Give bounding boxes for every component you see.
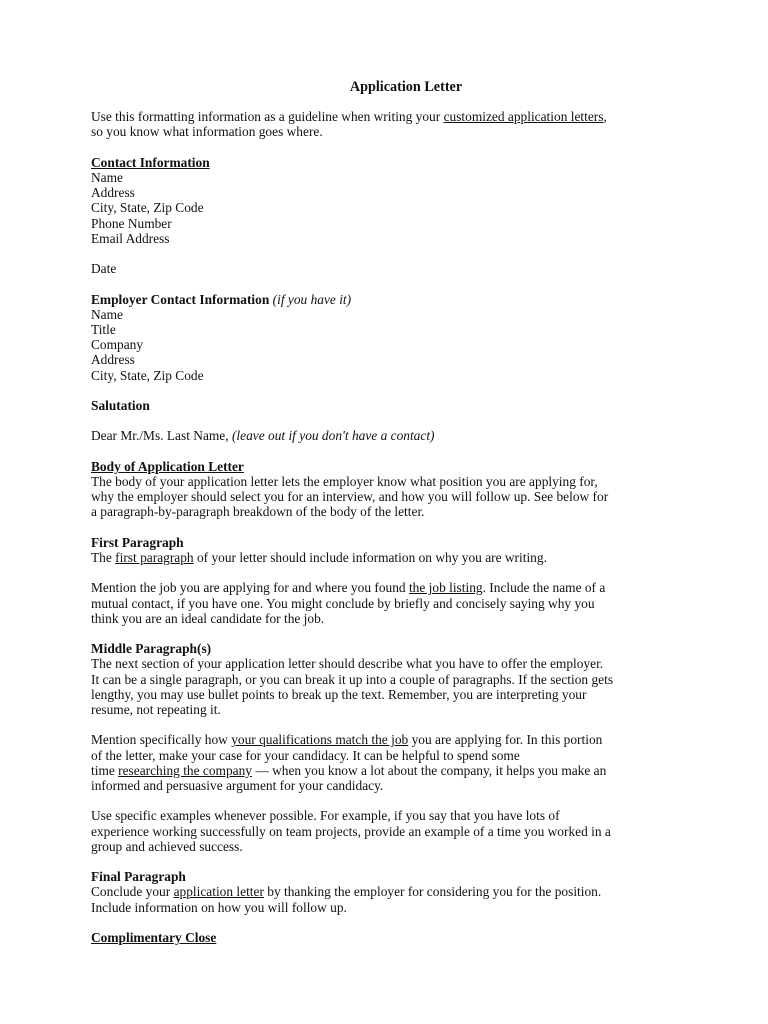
customized-letters-link[interactable]: customized application letters xyxy=(443,109,604,125)
final-text: Conclude your xyxy=(91,884,174,900)
first-paragraph-mention xyxy=(91,580,691,626)
intro-punct: , xyxy=(603,109,607,125)
employer-heading: Employer Contact Information xyxy=(91,291,270,307)
employer-note: (if you have it) xyxy=(269,291,352,307)
middle-p1-line: resume, not repeating it. xyxy=(91,701,221,717)
document-page xyxy=(91,80,691,960)
middle-p2-text: you are applying for. In this portion xyxy=(408,732,603,748)
middle-p2-text: Mention specifically how xyxy=(91,732,232,748)
intro-paragraph xyxy=(91,109,691,139)
middle-p2-text: — when you know a lot about the company, it helps you make an xyxy=(252,762,607,778)
contact-item: Address xyxy=(91,185,135,201)
first-p2-text: . Include the name of a xyxy=(482,580,606,596)
middle-p1-line: lengthy, you may use bullet points to break up the text. Remember, you are interpreting your xyxy=(91,686,587,702)
final-paragraph-heading: Final Paragraph xyxy=(91,869,186,885)
body-section xyxy=(91,459,691,520)
employer-item: Address xyxy=(91,352,135,368)
intro-line-1 xyxy=(91,109,691,124)
employer-section xyxy=(91,292,691,383)
first-paragraph-heading: First Paragraph xyxy=(91,534,184,550)
middle-p2-line-1 xyxy=(91,732,691,747)
salutation-example xyxy=(91,428,691,443)
salutation-heading-block xyxy=(91,398,691,413)
final-line-2: Include information on how you will follow up. xyxy=(91,899,347,915)
date-section xyxy=(91,261,691,276)
date-label: Date xyxy=(91,261,117,277)
complimentary-close-heading: Complimentary Close xyxy=(91,929,217,945)
salutation-note: (leave out if you don't have a contact) xyxy=(231,428,435,444)
final-paragraph-section xyxy=(91,869,691,915)
first-p1-text: The xyxy=(91,549,116,565)
middle-paragraph-section xyxy=(91,641,691,717)
body-line: a paragraph-by-paragraph breakdown of the body of the letter. xyxy=(91,504,425,520)
first-paragraph-link[interactable]: first paragraph xyxy=(115,549,194,565)
contact-section xyxy=(91,155,691,246)
salutation-heading: Salutation xyxy=(91,398,150,413)
middle-p2-line-3 xyxy=(91,763,691,778)
middle-paragraph-examples xyxy=(91,808,691,854)
middle-p3-line: experience working successfully on team projects, provide an example of a time you worked in a xyxy=(91,823,611,839)
middle-p3-line: Use specific examples whenever possible. For example, if you say that you have lots of xyxy=(91,808,560,824)
contact-item: City, State, Zip Code xyxy=(91,200,204,216)
body-heading: Body of Application Letter xyxy=(91,458,244,474)
employer-item: City, State, Zip Code xyxy=(91,367,204,383)
middle-p2-line-2: of the letter, make your case for your candidacy. It can be helpful to spend some xyxy=(91,747,520,763)
contact-item: Phone Number xyxy=(91,215,172,231)
salutation-line xyxy=(91,428,691,443)
intro-text: Use this formatting information as a guideline when writing your xyxy=(91,109,444,125)
first-p2-line-3: think you are an ideal candidate for the job. xyxy=(91,610,325,626)
employer-item: Company xyxy=(91,337,144,353)
job-listing-link[interactable]: the job listing xyxy=(408,580,483,596)
application-letter-link[interactable]: application letter xyxy=(173,884,264,900)
first-p2-line-2: mutual contact, if you have one. You might conclude by briefly and concisely saying why you xyxy=(91,595,595,611)
first-p1-text: of your letter should include information on why you are writing. xyxy=(193,549,547,565)
salutation-text: Dear Mr./Ms. Last Name, xyxy=(91,428,232,444)
employer-item: Title xyxy=(91,322,116,337)
middle-p1-line: It can be a single paragraph, or you can break it up into a couple of paragraphs. If the section gets xyxy=(91,671,614,687)
researching-company-link[interactable]: researching the company xyxy=(118,762,253,778)
body-line: The body of your application letter lets the employer know what position you are applying for, xyxy=(91,473,598,489)
first-p2-line-1 xyxy=(91,580,691,595)
final-line-1 xyxy=(91,884,691,899)
intro-line-2: so you know what information goes where. xyxy=(91,124,323,140)
middle-p1-line: The next section of your application letter should describe what you have to offer the employer. xyxy=(91,656,604,672)
body-line: why the employer should select you for an interview, and how you will follow up. See below for xyxy=(91,489,609,505)
first-p2-text: Mention the job you are applying for and where you found xyxy=(91,580,409,596)
middle-p3-line: group and achieved success. xyxy=(91,838,243,854)
contact-item: Email Address xyxy=(91,230,170,246)
final-text: by thanking the employer for considering you for the position. xyxy=(263,884,602,900)
employer-heading-line xyxy=(91,292,691,307)
first-paragraph-section xyxy=(91,535,691,565)
contact-heading: Contact Information xyxy=(91,154,210,170)
employer-item: Name xyxy=(91,306,123,322)
middle-p2-line-4: informed and persuasive argument for your candidacy. xyxy=(91,777,384,793)
contact-item: Name xyxy=(91,170,123,185)
middle-paragraph-mention xyxy=(91,732,691,793)
middle-paragraph-heading: Middle Paragraph(s) xyxy=(91,641,212,657)
document-title: Application Letter xyxy=(349,79,463,95)
qualifications-link[interactable]: your qualifications match the job xyxy=(231,732,409,748)
close-section xyxy=(91,930,691,945)
first-p1-line xyxy=(91,550,691,565)
middle-p2-text: time xyxy=(91,762,119,778)
